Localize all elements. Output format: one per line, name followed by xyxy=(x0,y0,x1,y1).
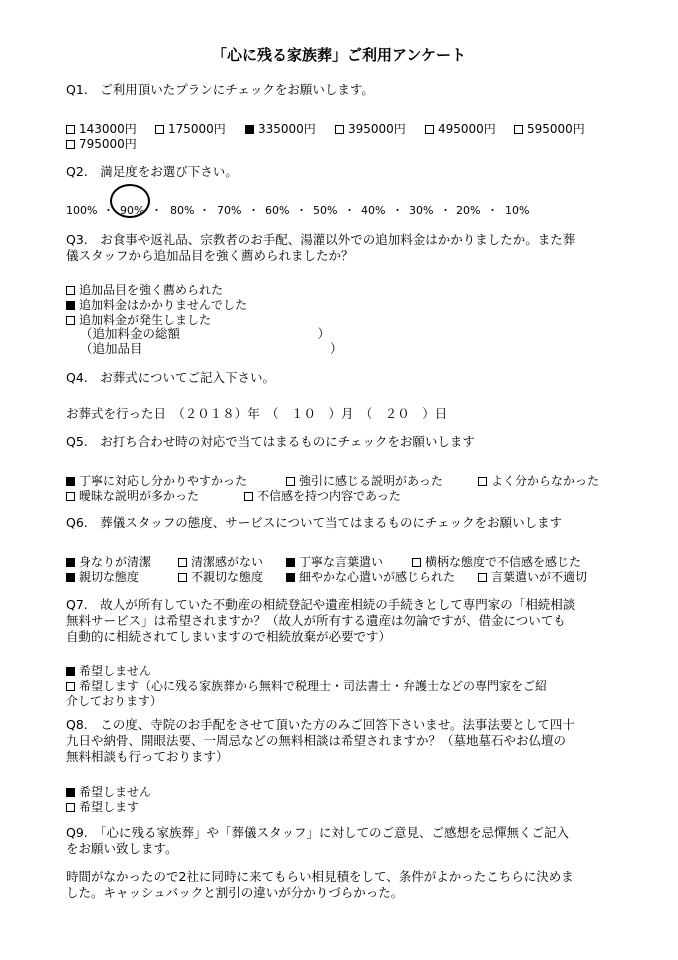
separator-dot: ・ xyxy=(248,204,259,217)
q7-question-cont: 自動的に相続されてしまいますので相続放棄が必要です） xyxy=(66,629,392,644)
option-label: 395000円 xyxy=(348,122,406,136)
checkbox[interactable] xyxy=(66,301,75,310)
q8-question-cont: 九日や納骨、開眼法要、一周忌などの無料相談は希望されますか？（墓地墓石やお仏壇の xyxy=(66,733,567,748)
q9-question: Q9. 「心に残る家族葬」や「葬儀スタッフ」に対してのご意見、ご感想を忌憚無くご記入 xyxy=(66,825,570,840)
option-label: 身なりが清潔 xyxy=(79,555,152,569)
q6-option[interactable] xyxy=(66,555,151,570)
q8-option[interactable] xyxy=(66,785,151,800)
survey-title: 「心に残る家族葬」ご利用アンケート xyxy=(211,46,467,64)
q3-option[interactable] xyxy=(66,298,247,313)
satisfaction-option[interactable]: 60% xyxy=(265,204,290,217)
checkbox[interactable] xyxy=(155,125,164,134)
checkbox[interactable] xyxy=(66,477,75,486)
checkbox[interactable] xyxy=(286,558,295,567)
q7-option-cont: 介しております） xyxy=(66,694,163,708)
funeral-date-field[interactable]: お葬式を行った日 （２０１８）年 （ １０ ）月 （ ２０ ）日 xyxy=(66,406,448,421)
additional-items-field[interactable]: （追加品目 ） xyxy=(80,341,343,356)
option-label: 横柄な態度で不信感を感じた xyxy=(425,555,582,569)
separator-dot: ・ xyxy=(487,204,498,217)
separator-dot: ・ xyxy=(103,204,114,217)
checkbox[interactable] xyxy=(66,573,75,582)
checkbox[interactable] xyxy=(66,286,75,295)
checkbox[interactable] xyxy=(245,125,254,134)
q5-option[interactable] xyxy=(478,474,599,489)
satisfaction-option[interactable]: 70% xyxy=(217,204,242,217)
satisfaction-option[interactable]: 30% xyxy=(409,204,434,217)
q3-option[interactable] xyxy=(66,283,223,298)
checkbox[interactable] xyxy=(66,682,75,691)
option-label: 追加料金はかかりませんでした xyxy=(79,298,248,312)
q1-option[interactable] xyxy=(514,122,585,137)
satisfaction-option[interactable]: 80% xyxy=(170,204,195,217)
option-label: 175000円 xyxy=(168,122,226,136)
q9-question-cont: をお願い致します。 xyxy=(66,841,178,856)
option-label: 追加料金が発生しました xyxy=(79,313,212,327)
checkbox[interactable] xyxy=(66,492,75,501)
option-label: 希望します（心に残る家族葬から無料で税理士・司法書士・弁護士などの専門家をご紹 xyxy=(79,679,548,693)
checkbox[interactable] xyxy=(286,573,295,582)
option-label: 143000円 xyxy=(79,122,137,136)
separator-dot: ・ xyxy=(440,204,451,217)
q3-question: Q3. お食事や返礼品、宗教者のお手配、湯灌以外での追加料金はかかりましたか。また葬 xyxy=(66,232,576,247)
q7-option[interactable] xyxy=(66,679,547,694)
q9-answer-cont[interactable]: した。キャッシュバックと割引の違いが分かりづらかった。 xyxy=(66,885,404,900)
option-label: 強引に感じる説明があった xyxy=(299,474,443,488)
q8-question-cont: 無料相談も行っております） xyxy=(66,749,229,764)
q6-option[interactable] xyxy=(178,555,263,570)
q1-option[interactable] xyxy=(425,122,496,137)
option-label: 丁寧に対応し分かりやすかった xyxy=(79,474,248,488)
checkbox[interactable] xyxy=(244,492,253,501)
separator-dot: ・ xyxy=(392,204,403,217)
q5-option[interactable] xyxy=(66,489,199,504)
q2-question: Q2. 満足度をお選び下さい。 xyxy=(66,164,238,179)
checkbox[interactable] xyxy=(412,558,421,567)
checkbox[interactable] xyxy=(286,477,295,486)
q6-question: Q6. 葬儀スタッフの態度、サービスについて当てはまるものにチェックをお願いします xyxy=(66,515,563,530)
option-label: 追加品目を強く薦められた xyxy=(79,283,224,297)
checkbox[interactable] xyxy=(66,558,75,567)
checkbox[interactable] xyxy=(66,140,75,149)
separator-dot: ・ xyxy=(296,204,307,217)
checkbox[interactable] xyxy=(178,573,187,582)
option-label: 不信感を持つ内容であった xyxy=(257,489,401,503)
option-label: 335000円 xyxy=(258,122,316,136)
option-label: 不親切な態度 xyxy=(191,570,264,584)
checkbox[interactable] xyxy=(66,803,75,812)
satisfaction-option[interactable]: 90% xyxy=(120,204,145,217)
checkbox[interactable] xyxy=(478,477,487,486)
option-label: 595000円 xyxy=(527,122,585,136)
option-label: 希望します xyxy=(79,800,140,814)
checkbox[interactable] xyxy=(66,788,75,797)
option-label: 親切な態度 xyxy=(79,570,140,584)
separator-dot: ・ xyxy=(344,204,355,217)
checkbox[interactable] xyxy=(335,125,344,134)
additional-fee-total-field[interactable]: （追加料金の総額 ） xyxy=(80,326,331,341)
q7-option[interactable] xyxy=(66,664,151,679)
option-label: 希望しません xyxy=(79,664,152,678)
q5-question: Q5. お打ち合わせ時の対応で当てはまるものにチェックをお願いします xyxy=(66,434,475,449)
q5-option[interactable] xyxy=(66,474,247,489)
option-label: 清潔感がない xyxy=(191,555,264,569)
option-label: よく分からなかった xyxy=(491,474,600,488)
separator-dot: ・ xyxy=(199,204,210,217)
checkbox[interactable] xyxy=(66,125,75,134)
q6-option[interactable] xyxy=(412,555,581,570)
satisfaction-option[interactable]: 100% xyxy=(66,204,98,217)
q1-question: Q1. ご利用頂いたプランにチェックをお願いします。 xyxy=(66,82,374,97)
separator-dot: ・ xyxy=(151,204,162,217)
q6-option[interactable] xyxy=(478,570,587,585)
satisfaction-option[interactable]: 10% xyxy=(505,204,530,217)
q1-option[interactable] xyxy=(66,137,137,152)
q1-option[interactable] xyxy=(66,122,137,137)
checkbox[interactable] xyxy=(66,316,75,325)
q6-option[interactable] xyxy=(178,570,263,585)
q1-option[interactable] xyxy=(155,122,226,137)
q5-option[interactable] xyxy=(244,489,401,504)
selection-circle xyxy=(110,184,150,218)
checkbox[interactable] xyxy=(178,558,187,567)
satisfaction-option[interactable]: 20% xyxy=(456,204,481,217)
q3-question-cont: 儀スタッフから追加品目を強く薦められましたか？ xyxy=(66,248,354,263)
q1-option[interactable] xyxy=(335,122,406,137)
satisfaction-option[interactable]: 50% xyxy=(313,204,338,217)
checkbox[interactable] xyxy=(514,125,523,134)
option-label: 言葉遣いが不適切 xyxy=(491,570,588,584)
q6-option[interactable] xyxy=(286,570,455,585)
checkbox[interactable] xyxy=(425,125,434,134)
q8-question: Q8. この度、寺院のお手配をさせて頂いた方のみご回答下さいませ。法事法要として四十 xyxy=(66,717,575,732)
q9-answer[interactable]: 時間がなかったので2社に同時に来てもらい相見積をして、条件がよかったこちらに決めま xyxy=(66,869,574,884)
checkbox[interactable] xyxy=(66,667,75,676)
q1-option[interactable] xyxy=(245,122,316,137)
option-label: 丁寧な言葉遣い xyxy=(299,555,384,569)
q6-option[interactable] xyxy=(66,570,139,585)
checkbox[interactable] xyxy=(478,573,487,582)
option-label: 希望しません xyxy=(79,785,152,799)
q6-option[interactable] xyxy=(286,555,383,570)
option-label: 曖昧な説明が多かった xyxy=(79,489,200,503)
option-label: 795000円 xyxy=(79,137,137,151)
satisfaction-option[interactable]: 40% xyxy=(361,204,386,217)
q7-question: Q7. 故人が所有していた不動産の相続登記や遺産相続の手続きとして専門家の「相続相談 xyxy=(66,597,576,612)
option-label: 495000円 xyxy=(438,122,496,136)
q4-question: Q4. お葬式についてご記入下さい。 xyxy=(66,370,276,385)
option-label: 細やかな心遣いが感じられた xyxy=(299,570,456,584)
q7-question-cont: 無料サービス」は希望されますか？（故人が所有する遺産は勿論ですが、借金についても xyxy=(66,613,566,628)
q5-option[interactable] xyxy=(286,474,443,489)
q8-option[interactable] xyxy=(66,800,139,815)
